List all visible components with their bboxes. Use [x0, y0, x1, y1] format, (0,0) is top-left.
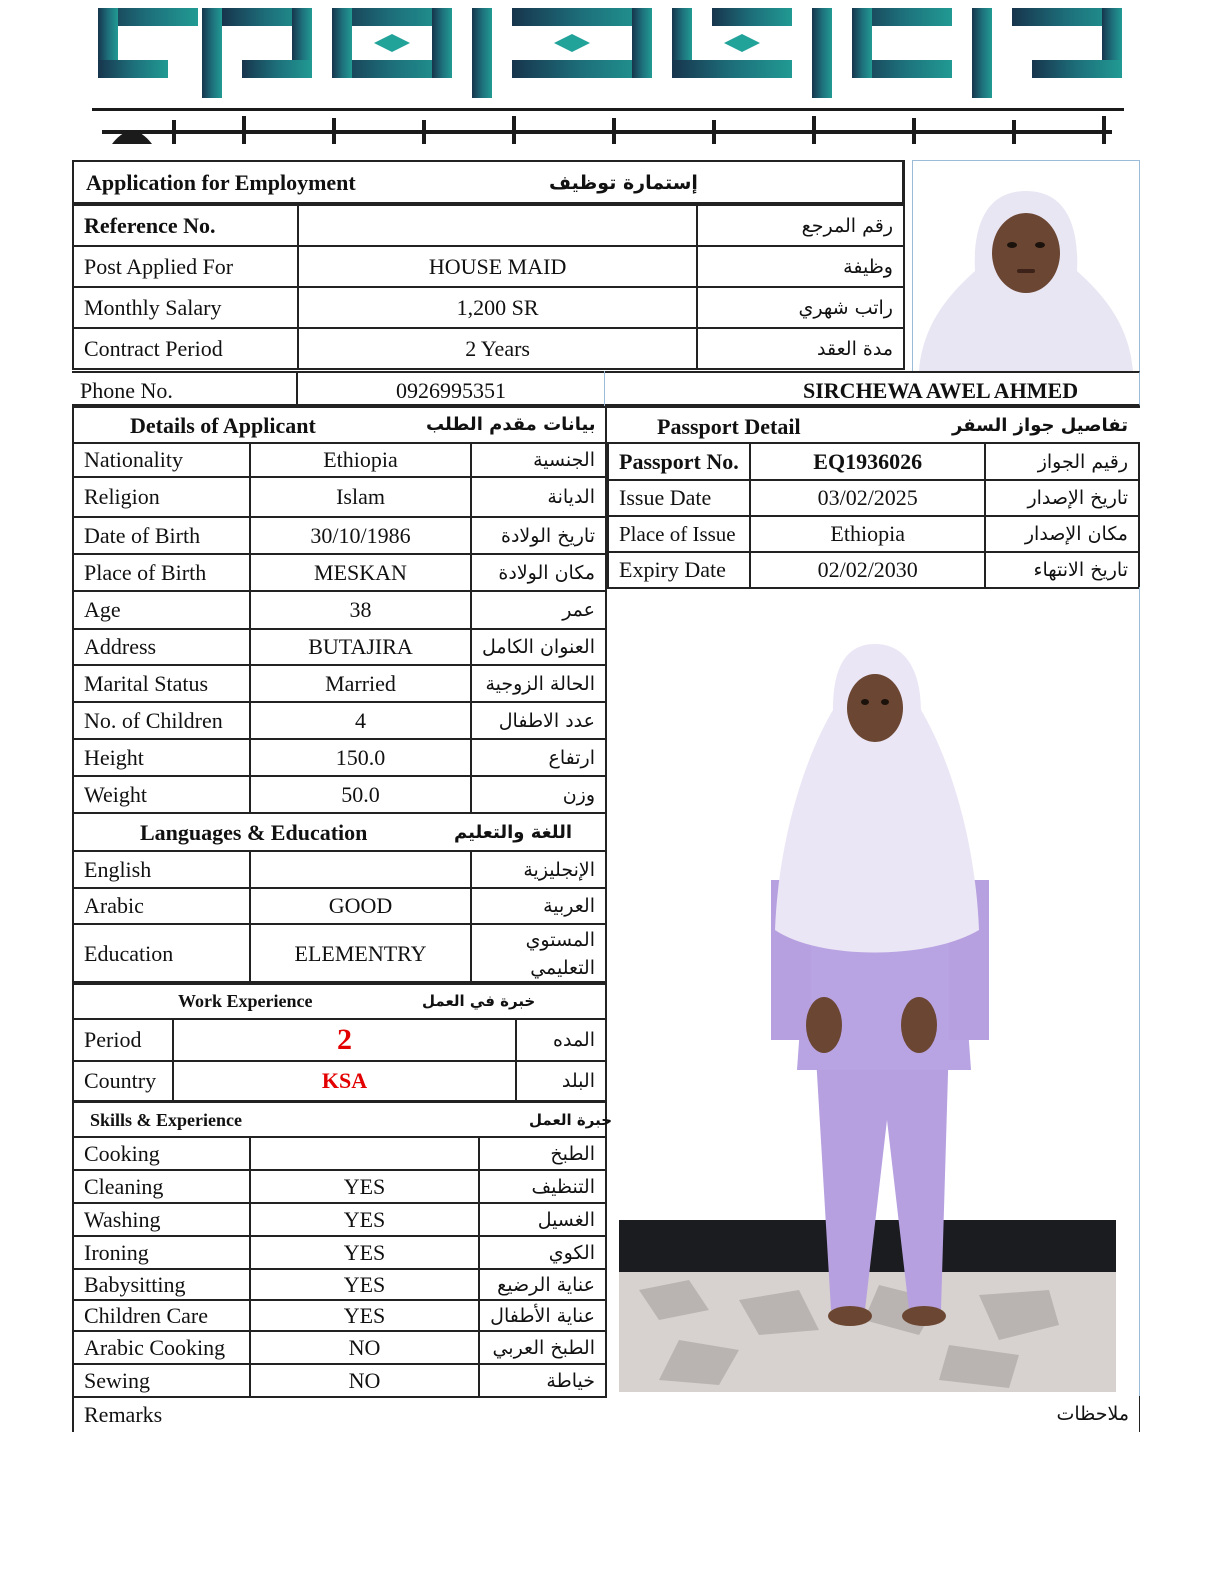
reference-value [298, 205, 698, 246]
place-issue-label: Place of Issue [608, 516, 750, 552]
english-value [250, 851, 471, 888]
education-label: Education [73, 924, 250, 984]
table-row [73, 287, 904, 328]
arabic-value: GOOD [250, 888, 471, 924]
expiry-date-value: 02/02/2030 [750, 552, 985, 588]
passport-no-value: EQ1936026 [750, 443, 985, 480]
table-row [73, 443, 606, 477]
phone-value: 0926995351 [396, 378, 506, 403]
table-row [73, 851, 606, 888]
english-label: English [73, 851, 250, 888]
section-header [73, 813, 606, 851]
education-label-ar: المستوي التعليمي [471, 924, 606, 984]
sewing-value: NO [250, 1364, 479, 1397]
height-label-ar: ارتفاع [471, 739, 606, 776]
age-label: Age [73, 591, 250, 629]
passport-no-label: Passport No. [608, 443, 750, 480]
languages-title-ar: اللغة والتعليم [454, 822, 573, 843]
details-title-ar: بيانات مقدم الطلب [426, 414, 596, 435]
arabic-label-ar: العربية [471, 888, 606, 924]
table-row [73, 517, 606, 554]
washing-value: YES [250, 1203, 479, 1236]
form-title-ar: إستمارة توظيف [549, 172, 698, 194]
skills-table [72, 1101, 613, 1398]
form-title-en: Application for Employment [86, 170, 356, 195]
age-label-ar: عمر [471, 591, 606, 629]
period-value: 2 [173, 1019, 516, 1061]
nationality-value: Ethiopia [250, 443, 471, 477]
table-row [73, 328, 904, 369]
skills-title-en: Skills & Experience [90, 1110, 242, 1130]
pob-label: Place of Birth [73, 554, 250, 591]
table-row [608, 480, 1139, 516]
expiry-date-label-ar: تاريخ الانتهاء [985, 552, 1139, 588]
babysitting-value: YES [250, 1269, 479, 1300]
marital-label-ar: الحالة الزوجية [471, 665, 606, 702]
place-issue-label-ar: مكان الإصدار [985, 516, 1139, 552]
table-row [608, 443, 1139, 480]
applicant-headshot-photo [912, 160, 1140, 372]
arabic-label: Arabic [73, 888, 250, 924]
salary-label-ar: راتب شهري [697, 287, 904, 328]
table-row [73, 888, 606, 924]
marital-label: Marital Status [73, 665, 250, 702]
period-label: Period [73, 1019, 173, 1061]
post-label: Post Applied For [73, 246, 298, 287]
dob-label-ar: تاريخ الولادة [471, 517, 606, 554]
salary-value: 1,200 SR [298, 287, 698, 328]
arabic-cooking-label-ar: الطبخ العربي [479, 1331, 606, 1364]
arabic-cooking-label: Arabic Cooking [73, 1331, 250, 1364]
country-label-ar: البلد [516, 1061, 606, 1101]
languages-title-en: Languages & Education [140, 820, 368, 845]
table-row [608, 552, 1139, 588]
weight-label-ar: وزن [471, 776, 606, 813]
cleaning-value: YES [250, 1170, 479, 1203]
agency-logo [92, 4, 1132, 154]
table-row [608, 516, 1139, 552]
section-header [73, 407, 606, 443]
work-title-en: Work Experience [178, 991, 313, 1011]
table-row [73, 776, 606, 813]
phone-name-row [72, 371, 1140, 406]
logo-graphic [92, 4, 1132, 154]
place-issue-value: Ethiopia [750, 516, 985, 552]
details-title-en: Details of Applicant [130, 413, 316, 438]
table-row [73, 554, 606, 591]
childcare-label: Children Care [73, 1300, 250, 1331]
period-label-ar: المده [516, 1019, 606, 1061]
details-of-applicant-table [72, 406, 607, 985]
passport-detail-table [607, 442, 1140, 589]
employment-info-table [72, 204, 905, 370]
cooking-label-ar: الطبخ [479, 1137, 606, 1170]
table-row [73, 246, 904, 287]
passport-no-label-ar: رقيم الجواز [985, 443, 1139, 480]
remarks-label: Remarks [84, 1402, 163, 1427]
washing-label: Washing [73, 1203, 250, 1236]
arabic-cooking-value: NO [250, 1331, 479, 1364]
reference-label: Reference No. [73, 205, 298, 246]
english-label-ar: الإنجليزية [471, 851, 606, 888]
passport-title-ar: تفاصيل جواز السفر [952, 415, 1129, 436]
applicant-full-body-photo [619, 600, 1116, 1392]
applicant-name: SIRCHEWA AWEL AHMED [803, 378, 1079, 403]
table-row [73, 665, 606, 702]
address-label: Address [73, 629, 250, 665]
table-row [73, 1236, 606, 1269]
dob-value: 30/10/1986 [250, 517, 471, 554]
table-row [73, 1019, 606, 1061]
cooking-label: Cooking [73, 1137, 250, 1170]
address-label-ar: العنوان الكامل [471, 629, 606, 665]
cleaning-label: Cleaning [73, 1170, 250, 1203]
salary-label: Monthly Salary [73, 287, 298, 328]
children-value: 4 [250, 702, 471, 739]
work-title-ar: خبرة في العمل [422, 992, 536, 1010]
cleaning-label-ar: التنظيف [479, 1170, 606, 1203]
expiry-date-label: Expiry Date [608, 552, 750, 588]
pob-label-ar: مكان الولادة [471, 554, 606, 591]
issue-date-label: Issue Date [608, 480, 750, 516]
issue-date-value: 03/02/2025 [750, 480, 985, 516]
table-row [73, 1364, 606, 1397]
table-row [73, 205, 904, 246]
babysitting-label: Babysitting [73, 1269, 250, 1300]
height-label: Height [73, 739, 250, 776]
age-value: 38 [250, 591, 471, 629]
country-label: Country [73, 1061, 173, 1101]
table-row [73, 1331, 606, 1364]
section-header [73, 1102, 606, 1137]
ironing-label-ar: الكوي [479, 1236, 606, 1269]
cooking-value [250, 1137, 479, 1170]
table-row [73, 629, 606, 665]
marital-value: Married [250, 665, 471, 702]
height-value: 150.0 [250, 739, 471, 776]
contract-label-ar: مدة العقد [697, 328, 904, 369]
sewing-label: Sewing [73, 1364, 250, 1397]
address-value: BUTAJIRA [250, 629, 471, 665]
nationality-label: Nationality [73, 443, 250, 477]
table-row [73, 1061, 606, 1101]
childcare-value: YES [250, 1300, 479, 1331]
remarks-row [72, 1396, 1140, 1432]
religion-value: Islam [250, 477, 471, 517]
children-label-ar: عدد الاطفال [471, 702, 606, 739]
table-row [73, 1137, 606, 1170]
pob-value: MESKAN [250, 554, 471, 591]
washing-label-ar: الغسيل [479, 1203, 606, 1236]
post-label-ar: وظيفة [697, 246, 904, 287]
passport-title-row [607, 406, 1140, 442]
ironing-label: Ironing [73, 1236, 250, 1269]
weight-value: 50.0 [250, 776, 471, 813]
issue-date-label-ar: تاريخ الإصدار [985, 480, 1139, 516]
childcare-label-ar: عناية الأطفال [479, 1300, 606, 1331]
weight-label: Weight [73, 776, 250, 813]
table-row [73, 1203, 606, 1236]
table-row [73, 1300, 606, 1331]
table-row [73, 591, 606, 629]
table-row [73, 702, 606, 739]
post-value: HOUSE MAID [298, 246, 698, 287]
country-value: KSA [173, 1061, 516, 1101]
ironing-value: YES [250, 1236, 479, 1269]
table-row [73, 1269, 606, 1300]
passport-title-en: Passport Detail [657, 414, 801, 439]
religion-label-ar: الديانة [471, 477, 606, 517]
reference-label-ar: رقم المرجع [697, 205, 904, 246]
table-row [73, 924, 606, 984]
sewing-label-ar: خياطة [479, 1364, 606, 1397]
children-label: No. of Children [73, 702, 250, 739]
table-row [73, 477, 606, 517]
form-title-row [72, 160, 905, 204]
table-row [73, 739, 606, 776]
religion-label: Religion [73, 477, 250, 517]
remarks-label-ar: ملاحظات [1056, 1403, 1129, 1425]
contract-value: 2 Years [298, 328, 698, 369]
skills-title-ar: خبرة العمل [529, 1111, 613, 1129]
dob-label: Date of Birth [73, 517, 250, 554]
table-row [73, 1170, 606, 1203]
phone-label: Phone No. [80, 378, 173, 403]
contract-label: Contract Period [73, 328, 298, 369]
nationality-label-ar: الجنسية [471, 443, 606, 477]
section-header [73, 982, 606, 1019]
babysitting-label-ar: عناية الرضيع [479, 1269, 606, 1300]
education-value: ELEMENTRY [250, 924, 471, 984]
work-experience-table [72, 981, 607, 1102]
